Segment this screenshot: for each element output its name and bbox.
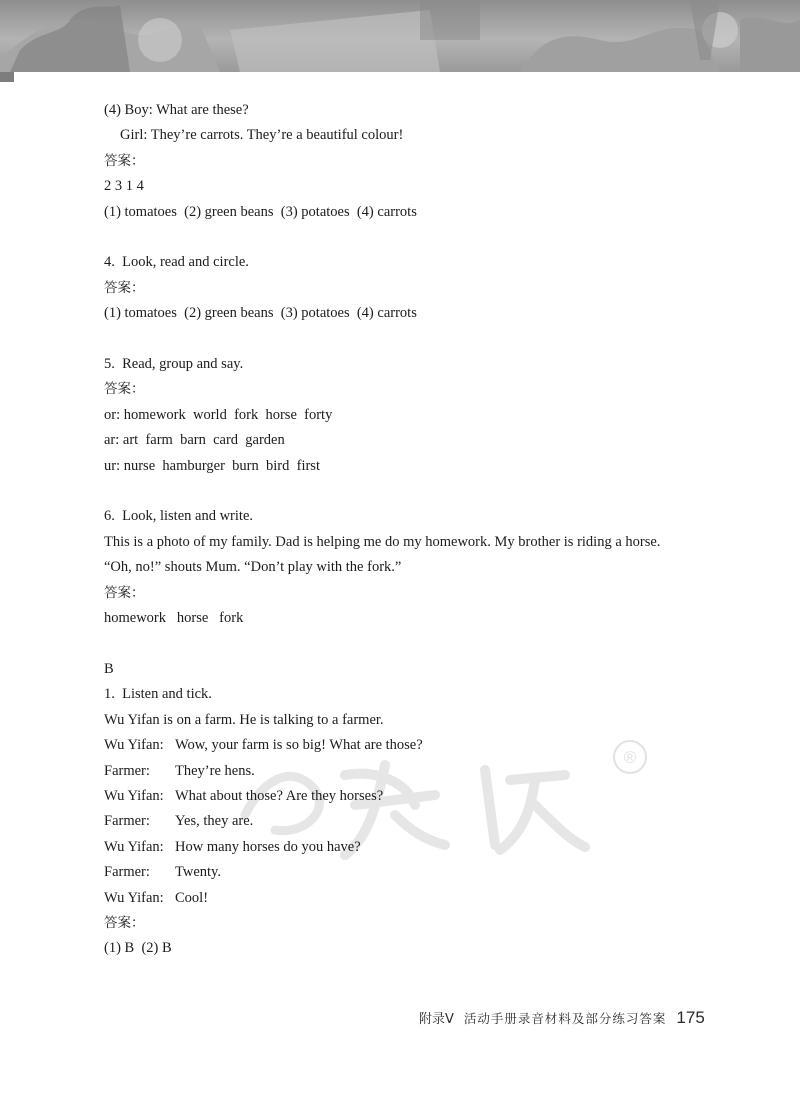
dialogue-intro: Wu Yifan is on a farm. He is talking to a farmer. xyxy=(104,711,384,728)
registered-mark: ® xyxy=(623,748,637,767)
dialogue-line xyxy=(104,759,744,784)
speaker: Farmer: xyxy=(104,864,150,881)
speaker: Wu Yifan: xyxy=(104,737,164,754)
section-b-answer: (1) B (2) B xyxy=(104,940,172,957)
answer-label: 答案： xyxy=(104,279,145,296)
dialogue-line xyxy=(104,835,744,860)
page-content xyxy=(104,98,744,962)
dialogue-line xyxy=(104,809,744,834)
utterance: Wow, your farm is so big! What are those? xyxy=(175,737,423,754)
group-or: or: homework world fork horse forty xyxy=(104,406,333,423)
answer-label: 答案： xyxy=(104,152,145,169)
utterance: Cool! xyxy=(175,889,209,906)
speaker: Wu Yifan: xyxy=(104,889,164,906)
speaker: Farmer: xyxy=(104,762,150,779)
section-b-exercise-1-title: 1. Listen and tick. xyxy=(104,686,212,703)
dialogue-line xyxy=(104,886,744,911)
header-illustration xyxy=(0,0,800,72)
answer-label: 答案： xyxy=(104,381,145,398)
answer-words: (1) tomatoes (2) green beans (3) potatoes (4) carrots xyxy=(104,203,417,220)
exercise-6-title: 6. Look, listen and write. xyxy=(104,508,254,525)
speaker: Wu Yifan: xyxy=(104,787,164,804)
q4-boy-line: (4) Boy: What are these? xyxy=(104,102,249,118)
speaker: Wu Yifan: xyxy=(104,838,164,855)
header-edge-tab xyxy=(0,72,14,82)
page-footer xyxy=(419,1008,719,1034)
utterance: They’re hens. xyxy=(175,762,255,779)
answer-order: 2 3 1 4 xyxy=(104,178,144,195)
exercise-6-answer: homework horse fork xyxy=(104,610,244,627)
group-ar: ar: art farm barn card garden xyxy=(104,432,285,449)
utterance: What about those? Are they horses? xyxy=(175,787,384,804)
exercise-6-text-line-1: This is a photo of my family. Dad is helping me do my homework. My brother is riding a horse. xyxy=(104,533,661,550)
speaker: Farmer: xyxy=(104,813,150,830)
q4-girl-line: Girl: They’re carrots. They’re a beautiful colour! xyxy=(120,127,404,144)
dialogue-line xyxy=(104,860,744,885)
dialogue-line xyxy=(104,784,744,809)
utterance: Twenty. xyxy=(175,864,221,881)
exercise-4-answer: (1) tomatoes (2) green beans (3) potatoes (4) carrots xyxy=(104,305,417,322)
utterance: Yes, they are. xyxy=(175,813,254,830)
section-b-heading: B xyxy=(104,660,114,677)
page-number: 175 xyxy=(676,1008,705,1027)
exercise-5-title: 5. Read, group and say. xyxy=(104,356,244,373)
dialogue-line xyxy=(104,733,744,758)
footer-section-title: 活动手册录音材料及部分练习答案 xyxy=(463,1011,667,1026)
header-decoration-band xyxy=(0,0,800,72)
answer-label: 答案： xyxy=(104,914,145,931)
group-ur: ur: nurse hamburger burn bird first xyxy=(104,457,320,474)
utterance: How many horses do you have? xyxy=(175,838,361,855)
exercise-6-text-line-2: “Oh, no!” shouts Mum. “Don’t play with the fork.” xyxy=(104,559,402,576)
footer-appendix: 附录V xyxy=(419,1012,454,1027)
answer-label: 答案： xyxy=(104,584,145,601)
exercise-4-title: 4. Look, read and circle. xyxy=(104,254,249,271)
